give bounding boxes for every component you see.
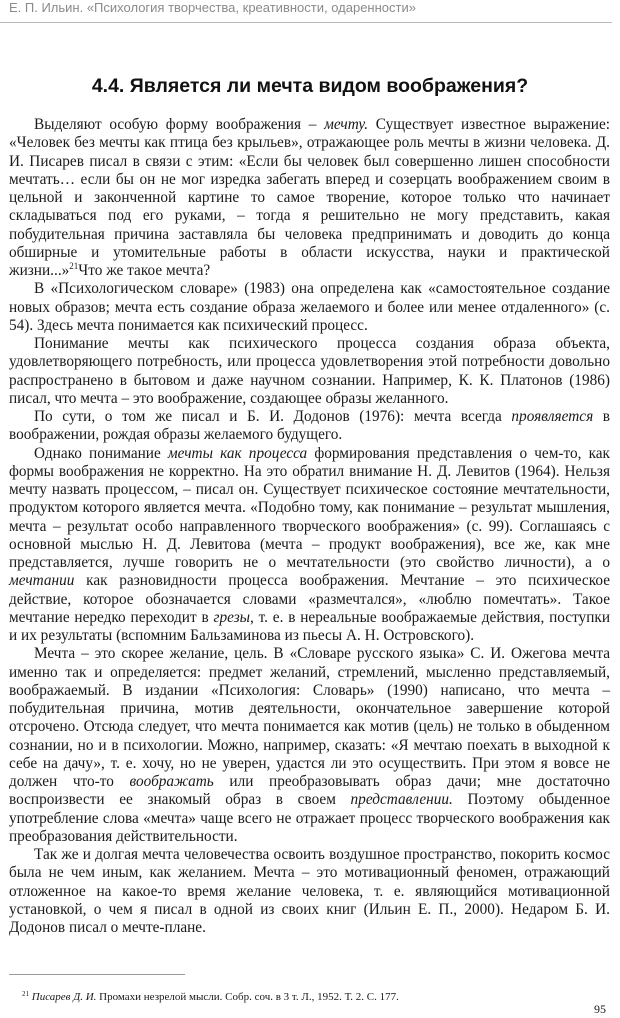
paragraph-3: Понимание мечты как психического процесса создания образа объекта, удовлетворяющего потребность, или процесса удовлетворения этой потребности довольно распространено в бытовом и даже научном сознании. Например, К. К. Платонов (1986) писал, что мечта – это воображение, создающее образы желанного. [9,335,610,407]
page-number: 95 [594,1002,606,1016]
footnote [22,990,602,1004]
paragraph-6 [9,645,610,846]
footnote-divider [9,974,185,975]
paragraph-text: формирования представления о чем-то, как формы воображения не корректно. На это обратил внимание Н. Д. Левитов (1964). Нельзя мечту назвать процессом, – писал он. Существует психическое состояние мечтательности, продуктом которого является мечта. «Подобно тому, как понимание – результат мышления, мечта – результат особо направленного творческого воображения» (с. 99). Соглашаясь с основной мыслью Н. Д. Левитова (мечта – продукт воображения), все же, как мне представляется, лучше говорить не о мечтательности (это свойство личности), а о [9,444,610,571]
italic-term: мечту. [324,116,369,133]
header-divider [0,22,612,23]
paragraph-text: в воображении, рождая образы желаемого будущего. [9,408,610,444]
footnote-text: Промахи незрелой мысли. Собр. соч. в 3 т. Л., 1952. Т. 2. С. 177. [96,991,399,1003]
paragraph-text: Выделяют особую форму воображения – [34,116,325,133]
italic-term: грезы, [213,608,254,626]
section-title: 4.4. Является ли мечта видом воображения? [91,75,529,97]
paragraph-4 [9,408,610,445]
running-head: Е. П. Ильин. «Психология творчества, креативности, одаренности» [9,0,416,15]
italic-term: воображать [129,773,214,790]
footnote-reference[interactable]: 21 [69,261,79,271]
paragraph-text: или преобразовывать образ дачи; мне достаточно воспроизвести ее знакомый образ в своем [9,773,610,809]
paragraph-1 [9,116,610,280]
paragraph-text: Существует известное выражение: «Человек без мечты как птица без крыльев», отражающее роль мечты в жизни человека. Д. И. Писарев писал в связи с этим: «Если бы человек был совершенно лишен способности мечтать… если бы он не мог изредка забегать вперед и созерцать воображением своим в цельной и законченной картине то самое творение, которое только что начинает складываться под его руками, – тогда я решительно не могу представить, какая побудительная причина заставляла бы человека предпринимать и доводить до конца обширные и утомительные работы в области искусства, науки и практической жизни...» [9,116,611,279]
italic-term: представлении. [350,791,453,809]
paragraph-text: По сути, о том же писал и Б. И. Додонов (1976): мечта всегда [34,408,512,425]
paragraph-text: Поэтому обыденное употребление слова «мечта» чаще всего не отражает процесс творческого воображения как преобразования действительности. [9,791,610,845]
paragraph-text: Что же такое мечта? [78,262,211,279]
italic-term: мечтании [9,572,75,590]
italic-term: мечты как процесса [167,444,308,462]
paragraph-text: т. е. в нереальные воображаемые действия, поступки и их результаты (вспомним Бальзаминова из пьесы А. Н. Островского). [9,608,611,644]
paragraph-2: В «Психологическом словаре» (1983) она определена как «самостоятельное создание новых образов; мечта есть создание образа желаемого и более или менее отдаленного» (с. 54). Здесь мечта понимается как психический процесс. [9,280,610,334]
italic-term: проявляется [511,408,594,425]
footnote-number: 21 [22,990,29,998]
footnote-author: Писарев Д. И. [31,991,97,1003]
body-text [9,116,610,937]
paragraph-text: Однако понимание [34,444,168,462]
paragraph-text: как разновидности процесса воображения. Мечтание – это психическое действие, которое обозначается словами «размечтался», «люблю помечтать». Такое мечтание нередко переходит в [9,572,610,626]
paragraph-5 [9,445,610,646]
paragraph-7: Так же и долгая мечта человечества освоить воздушное пространство, покорить космос была не чем иным, как желанием. Мечта – это мотивационный феномен, отражающий отложенное на какое-то время желание человека, т. е. являющийся мотивационной установкой, о чем я писал в одной из своих книг (Ильин Е. П., 2000). Недаром Б. И. Додонов писал о мечте-плане. [9,846,610,936]
paragraph-text: Мечта – это скорее желание, цель. В «Словаре русского языка» С. И. Ожегова мечта именно так и определяется: предмет желаний, стремлений, мысленно представляемый, воображаемый. В издании «Психология: Словарь» (1990) написано, что мечта – побудительная причина, мотив деятельности, окончательное завершение которой отсрочено. Отсюда следует, что мечта понимается как мотив (цель) не только в обыденном сознании, но и в психологии. Можно, например, сказать: «Я мечтаю поехать в выходной к себе на дачу», т. е. хочу, но не уверен, удастся ли это осуществить. При этом я вовсе не должен что-то [9,645,610,790]
